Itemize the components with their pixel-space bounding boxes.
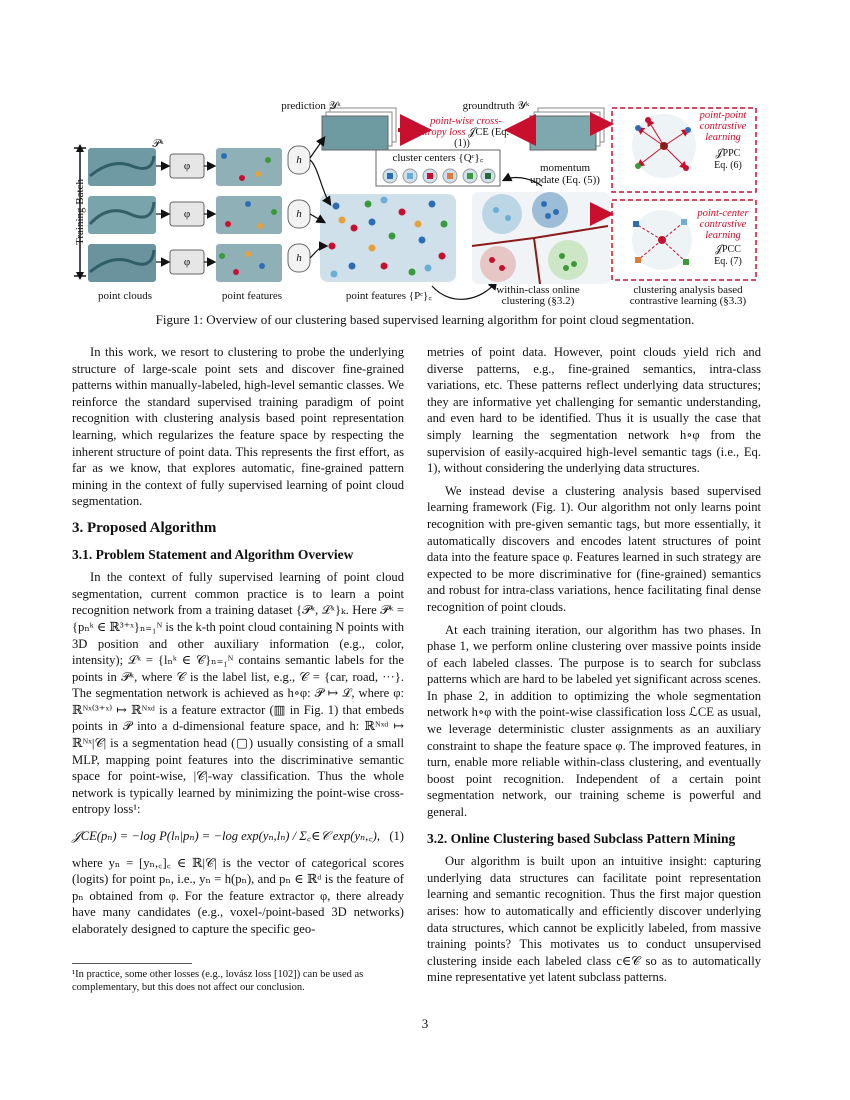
label-ppc-4: 𝒥PPC bbox=[715, 148, 741, 159]
phi-2: φ bbox=[183, 208, 191, 220]
page-number: 3 bbox=[421, 1016, 429, 1031]
label-pk: 𝒫ᵏ bbox=[152, 138, 164, 150]
logits-paragraph: where yₙ = [yₙ,꜀]꜀ ∈ ℝ|𝒞| is the vector of categorical scores (logits) for point pₙ, i.e., yₙ = h(pₙ), and pₙ ∈ ℝᵈ is the feature of pₙ obtained from φ. For the feature extractor φ, there already have many candidates (e.g., voxel-/point-based 3D networks) elaborately designed to capture the specific geo- bbox=[72, 855, 404, 936]
label-ce-loss-row bbox=[412, 127, 512, 149]
label-ppc-2: contrastive bbox=[699, 121, 747, 132]
footnote bbox=[72, 963, 404, 994]
point-cloud-thumbnails bbox=[88, 148, 156, 282]
label-within-class-1: within-class online bbox=[496, 284, 580, 296]
label-ppc-5: Eq. (6) bbox=[714, 160, 742, 171]
h-3: h bbox=[296, 252, 302, 264]
label-point-clouds: point clouds bbox=[97, 290, 153, 302]
phi-1: φ bbox=[183, 160, 191, 172]
label-within-class-2: clustering (§3.2) bbox=[501, 295, 575, 307]
label-point-features: point features bbox=[221, 290, 283, 302]
prediction-stack bbox=[322, 108, 396, 150]
label-point-features-set: point features {Pᶜ}꜀ bbox=[345, 290, 433, 302]
label-ce-loss-2: entropy loss bbox=[414, 127, 466, 138]
feature-space-panel bbox=[320, 194, 456, 282]
section-heading-3: 3. Proposed Algorithm bbox=[72, 519, 217, 536]
equation-1-body: 𝒥CE(pₙ) = −log P(lₙ|pₙ) = −log exp(yₙ,lₙ) / Σ꜀∈𝒞 exp(yₙ,꜀), bbox=[72, 829, 380, 844]
label-cluster-centers: cluster centers {Qᶜ}꜀ bbox=[392, 152, 484, 164]
label-pcc-5: Eq. (7) bbox=[714, 256, 742, 267]
h-1: h bbox=[296, 154, 302, 166]
label-ppc-1: point-point bbox=[699, 110, 747, 121]
point-feature-thumbnails bbox=[216, 148, 282, 282]
ppc-graph bbox=[632, 114, 696, 178]
label-clustering-based-2: contrastive learning (§3.3) bbox=[629, 295, 747, 307]
figure-caption: Figure 1: Overview of our clustering based supervised learning algorithm for point cloud segmentation. bbox=[155, 312, 695, 327]
label-ppc-3: learning bbox=[705, 132, 741, 143]
equation-1 bbox=[72, 828, 404, 845]
framework-paragraph: We instead devise a clustering analysis based supervised learning framework (Fig. 1). Our algorithm not only learns point recognition with pre-given semantic tags, but more essentially, it automatically discovers and encodes latent structures of point data into the feature space φ. Features learned in such strategy are expected to be more discriminative for (fine-grained) semantics and robust for intra-class variations, hence facilitating final dense recognition of point clouds. bbox=[427, 483, 761, 614]
subclass-mining-paragraph: Our algorithm is built upon an intuitive insight: capturing underlying data structures can facilitate point representation learning and semantic recognition. Thus the first major question arises: how to automatically and efficiently discover underlying data structures, which cannot be explicitly labeled, from massive training points? This motivates us to conduct unsupervised clustering inside each labeled class c∈𝒞 so as to automatically mine representative yet latent subclass patterns. bbox=[427, 854, 761, 985]
geometries-paragraph: metries of point data. However, point clouds yield rich and diverse patterns, e.g., fine-grained semantics, intra-class variations, etc. These patterns reflect underlying data structures; they are informative yet challenging for semantic understanding, and even hard to be identified. Thus it is usually the case that simply learning the segmentation network h∘φ from the supervision of easily-acquired high-level semantic tags (i.e., Eq. 1), without considering the underlying data structures. bbox=[427, 345, 761, 476]
intro-paragraph: In this work, we resort to clustering to probe the underlying structure of large-scale point sets and discover fine-grained patterns within manually-labeled, high-level semantic classes. We reinforce the standard supervised training paradigm of point recognition with clustering analysis based point representation learning, which regularizes the feature space by respecting the inherent structure of point data. This represents the first effort, as far as we know, that explores automatic, fine-grained pattern mining in the context of fully supervised learning of point cloud segmentation. bbox=[72, 345, 404, 509]
problem-statement-paragraph: In the context of fully supervised learning of point cloud segmentation, current common practice is to learn a point recognition network from a training dataset {𝒫ᵏ, ℒᵏ}ₖ. Here 𝒫ᵏ = {pₙᵏ ∈ ℝ³⁺ˣ}ₙ₌₁ᴺ is the k-th point cloud containing N points with 3D position and other auxiliary information (e.g., color, intensity); ℒᵏ = {lₙᵏ ∈ 𝒞}ₙ₌₁ᴺ contains semantic labels for the points in 𝒫ᵏ, where 𝒞 is the label list, e.g., 𝒞 = {car, road, ···}. The segmentation network is achieved as h∘φ: 𝒫 ↦ ℒ, where φ: ℝᴺˣ⁽³⁺ˣ⁾ ↦ ℝᴺˣᵈ is a feature extractor (▥ in Fig. 1) that embeds points in 𝒫 into a d-dimensional feature space, and h: ℝᴺˣᵈ ↦ ℝᴺˣ|𝒞| is a segmentation head (▢) usually consisting of a small MLP, mapping point features into the discriminative semantic space for point-wise, |𝒞|-way classification. Thus the whole network is typically learned by minimizing the point-wise cross-entropy loss¹: bbox=[72, 570, 404, 817]
phi-3: φ bbox=[183, 256, 191, 268]
pcc-graph bbox=[632, 210, 692, 270]
label-prediction: prediction 𝒴ᵏ bbox=[281, 100, 341, 112]
right-column bbox=[427, 344, 761, 992]
label-pcc-3: learning bbox=[705, 230, 741, 241]
label-training-batch: Training Batch bbox=[74, 179, 86, 245]
label-pcc-1: point-center bbox=[697, 208, 749, 219]
footnote-rule bbox=[72, 963, 192, 964]
label-pcc-2: contrastive bbox=[699, 219, 747, 230]
left-column bbox=[72, 344, 404, 944]
label-clustering-based-1: clustering analysis based bbox=[633, 284, 743, 296]
h-2: h bbox=[296, 208, 302, 220]
label-pcc-4: 𝒥PCC bbox=[715, 244, 741, 255]
groundtruth-stack bbox=[530, 108, 604, 150]
subsection-heading-3-2: 3.2. Online Clustering based Subclass Pattern Mining bbox=[427, 830, 736, 846]
two-phases-paragraph: At each training iteration, our algorithm has two phases. In phase 1, we perform online clustering over massive points inside of each labeled classes. The purpose is to search for subclass patterns which are hard to be labeled yet significant across scenes. In phase 2, in addition to optimizing the whole segmentation network h∘φ with the point-wise classification loss ℒCE as usual, we leverage deterministic cluster assignments as an auxiliary constraint to shape the feature space φ. The improved features, in turn, enable more reliable within-class clustering, and eventually boost point recognition. Independent of a certain point segmentation network, our training scheme is powerful and general. bbox=[427, 622, 761, 820]
label-ce-loss-3: 𝒥CE (Eq. (1)) bbox=[454, 127, 510, 149]
footnote-text: ¹In practice, some other losses (e.g., lovász loss [102]) can be used as complementary, but this does not affect our conclusion. bbox=[72, 969, 364, 993]
label-groundtruth: groundtruth 𝒴ᵏ bbox=[462, 100, 530, 112]
equation-1-number: (1) bbox=[389, 829, 404, 844]
subsection-heading-3-1: 3.1. Problem Statement and Algorithm Overview bbox=[72, 546, 354, 562]
label-momentum-update: update (Eq. (5)) bbox=[530, 174, 600, 186]
label-ce-loss-1: point-wise cross- bbox=[430, 116, 502, 127]
within-class-clustering-panel bbox=[472, 192, 610, 284]
label-momentum: momentum bbox=[539, 162, 591, 174]
figure-1 bbox=[72, 96, 778, 308]
